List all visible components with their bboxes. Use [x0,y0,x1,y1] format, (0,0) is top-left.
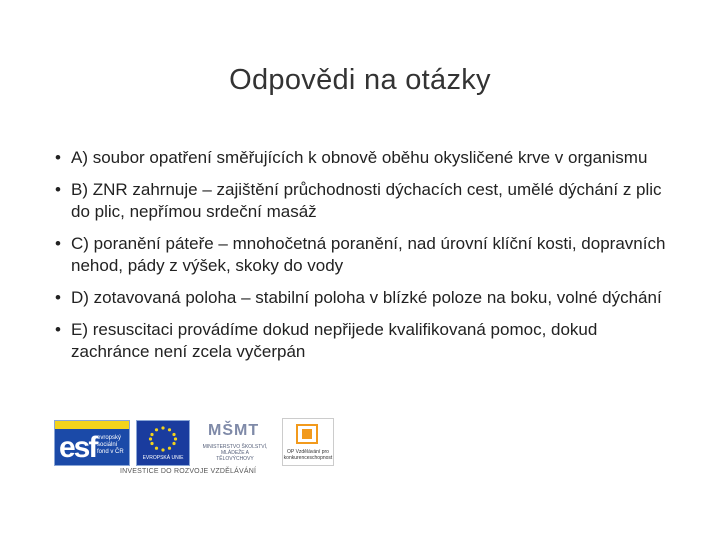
bullet-text: E) resuscitaci provádíme dokud nepřijede kvalifikovaná pomoc, dokud zachránce není zcela vyčerpán [71,320,598,361]
bullet-list [55,147,680,373]
esf-yellow-band [55,421,129,429]
bullet-item [55,319,680,363]
slide-title: Odpovědi na otázky [229,64,491,96]
esf-logo [54,420,130,466]
msmt-logo [202,418,268,464]
esf-logo-text: evropský sociální fond v ČR [97,435,124,455]
bullet-dot: • [55,180,61,199]
esf-logo-letters: esf [59,431,97,464]
bullet-dot: • [55,148,61,167]
bullet-item [55,233,680,277]
bullet-text: A) soubor opatření směřujících k obnově oběhu okysličené krve v organismu [71,148,648,167]
bullet-dot: • [55,288,61,307]
bullet-dot: • [55,320,61,339]
bullet-text: D) zotavovaná poloha – stabilní poloha v blízké poloze na boku, volné dýchání [71,288,662,307]
op-vk-logo [282,418,334,466]
op-vk-logo-text: OP Vzdělávání pro konkurenceschopnost [283,449,333,461]
bullet-item [55,179,680,223]
bullet-dot: • [55,234,61,253]
eu-logo-label: EVROPSKÁ UNIE [142,455,184,461]
funding-logos-strip [50,416,336,480]
investice-tagline: INVESTICE DO ROZVOJE VZDĚLÁVÁNÍ [120,468,257,475]
bullet-text: C) poranění páteře – mnohočetná poranění, nad úrovní klíční kosti, dopravních nehod, pády z výšek, skoky do vody [71,234,666,275]
msmt-logo-letters: MŠMT [208,422,260,439]
eu-flag-logo [136,420,190,466]
bullet-text: B) ZNR zahrnuje – zajištění průchodnosti dýchacích cest, umělé dýchání z plic do plic, nepřímou srdeční masáž [71,180,662,221]
msmt-logo-text: MINISTERSTVO ŠKOLSTVÍ, MLÁDEŽE A TĚLOVÝCHOVY [202,444,268,462]
bullet-item [55,147,680,169]
eu-stars-icon [147,425,179,453]
op-vk-mark-icon [293,423,321,445]
bullet-item [55,287,680,309]
